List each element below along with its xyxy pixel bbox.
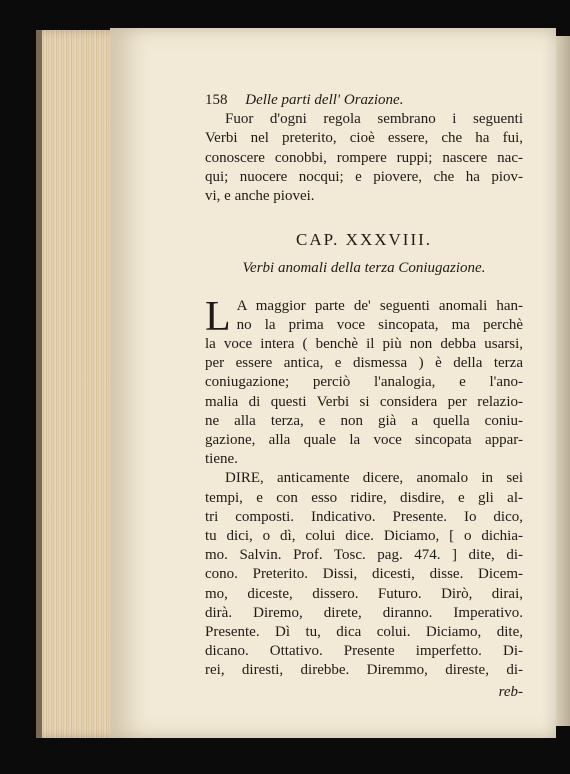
paragraph-2 xyxy=(205,469,523,701)
paragraph-line: coniugazione; perciò l'analogia, e l'ano- xyxy=(205,374,523,391)
paragraph-line: A maggior parte de' seguenti anomali han- xyxy=(236,297,523,314)
intro-line: Verbi nel preterito, cioè essere, che ha fui, xyxy=(205,130,523,147)
paragraph-line: cono. Preterito. Dissi, dicesti, disse. Dicem- xyxy=(205,566,523,583)
intro-line: vi, e anche piovei. xyxy=(205,188,315,205)
chapter-title: CAP. XXXVIII. xyxy=(295,230,433,250)
paragraph-line: tri composti. Indicativo. Presente. Io dico, xyxy=(205,508,523,525)
intro-line: conoscere conobbi, rompere ruppi; nascere nac- xyxy=(205,149,523,166)
chapter-subtitle: Verbi anomali della terza Coniugazione. xyxy=(242,260,486,277)
paragraph-line: per essere antica, e dismessa ) è della terza xyxy=(205,355,523,372)
paragraph-line: mo. Salvin. Prof. Tosc. pag. 474. ] dite, di- xyxy=(205,547,523,564)
paragraph-line: malia di questi Verbi si considera per relazio- xyxy=(205,393,523,410)
paragraph-line: la voce intera ( benchè il più non debba usarsi, xyxy=(205,336,523,353)
intro-line: Fuor d'ogni regola sembrano i seguenti xyxy=(225,111,523,128)
catchword: reb- xyxy=(498,683,523,700)
paragraph-line: dirà. Diremo, direte, diranno. Imperativo. xyxy=(205,604,523,621)
drop-cap: L xyxy=(205,293,231,340)
running-header xyxy=(205,91,523,110)
paragraph-line: Presente. Dì tu, dica colui. Diciamo, dite, xyxy=(205,624,523,641)
paragraph-line: tempi, e con esso ridire, disdire, e gli al- xyxy=(205,489,523,506)
page-text xyxy=(205,91,523,702)
intro-line: qui; nuocere nocqui; e piovere, che ha piov- xyxy=(205,168,523,185)
paragraph-line: ne alla terza, e non già a quella coniu- xyxy=(205,412,523,429)
paragraph-line: DIRE, anticamente dicere, anomalo in sei xyxy=(225,470,523,487)
paragraph-line: no la prima voce sincopata, ma perchè xyxy=(236,316,523,333)
paragraph-line: tu dici, o dì, colui dice. Diciamo, [ o dichia- xyxy=(205,528,523,545)
paragraph-line: tiene. xyxy=(205,451,238,468)
running-title: Delle parti dell' Orazione. xyxy=(245,92,404,108)
facing-page-edge xyxy=(556,36,570,726)
book-page xyxy=(110,28,556,738)
paragraph-line: gazione, alla quale la voce sincopata appar- xyxy=(205,432,523,449)
paragraph-line: rei, diresti, direbbe. Diremmo, direste, di- xyxy=(205,662,523,679)
paragraph-1 xyxy=(205,293,523,470)
page-number: 158 xyxy=(205,92,228,108)
paragraph-line: dicano. Ottativo. Presente imperfetto. Di- xyxy=(205,643,523,660)
paragraph-line: mo, diceste, dissero. Futuro. Dirò, dirai, xyxy=(205,585,523,602)
